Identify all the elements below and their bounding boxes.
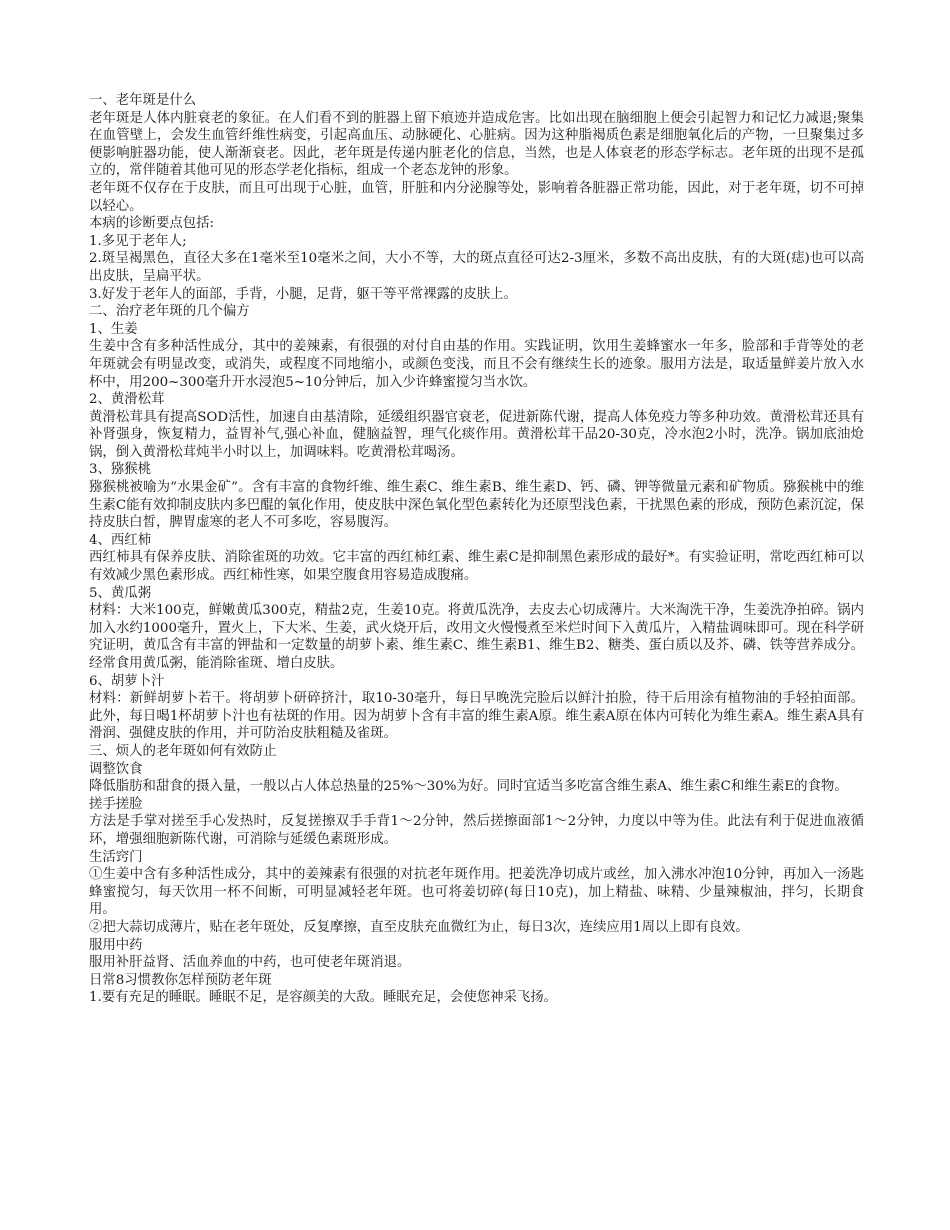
- heading-remedies: 二、治疗老年斑的几个偏方: [89, 304, 250, 320]
- prevention-diet-title: 调整饮食: [89, 761, 143, 777]
- prevention-rub-title: 搓手搓脸: [89, 796, 143, 812]
- remedy-carrot-title: 6、胡萝卜汁: [89, 673, 165, 689]
- remedy-ginger-text: 生姜中含有多种活性成分，其中的姜辣素，有很强的对付自由基的作用。实践证明，饮用生姜蜂蜜水一年多，脸部和手背等处的老年斑就会有明显改变，或消失，或程度不同地缩小，或颜色变浅，而且不会有继续生长的迹象。服用方法是，取适量鲜姜片放入水杯中，用200~300毫升开水浸泡5~10分钟后，加入少许蜂蜜搅匀当水饮。: [89, 339, 864, 390]
- habits-heading: 日常8习惯教你怎样预防老年斑: [89, 972, 272, 988]
- diagnosis-point-2: 2.斑呈褐黑色，直径大多在1毫米至10毫米之间，大小不等，大的斑点直径可达2-3厘米，多数不高出皮肤，有的大斑(痣)也可以高出皮肤，呈扁平状。: [89, 251, 864, 284]
- prevention-rub-text: 方法是手掌对搓至手心发热时，反复搓擦双手手背1～2分钟，然后搓擦面部1～2分钟，力度以中等为佳。此法有利于促进血液循环，增强细胞新陈代谢，可消除与延缓色素斑形成。: [89, 814, 864, 847]
- diagnosis-point-3: 3.好发于老年人的面部，手背，小腿，足背，躯干等平常裸露的皮肤上。: [89, 286, 517, 302]
- prevention-medicine-text: 服用补肝益肾、活血养血的中药，也可使老年斑消退。: [89, 955, 411, 971]
- remedy-mushroom-title: 2、黄滑松茸: [89, 392, 165, 408]
- remedy-tomato-title: 4、西红柿: [89, 532, 152, 548]
- remedy-mushroom-text: 黄滑松茸具有提高SOD活性，加速自由基清除，延缓组织器官衰老，促进新陈代谢，提高人体免疫力等多种功效。黄滑松茸还具有补肾强身，恢复精力，益胃补气,强心补血，健脑益智，理气化痰作用。黄滑松茸干品20-30克，冷水泡2小时，洗净。锅加底油炝锅，倒入黄滑松茸炖半小时以上，加调味料。吃黄滑松茸喝汤。: [89, 409, 864, 460]
- prevention-tip-1: ①生姜中含有多种活性成分，其中的姜辣素有很强的对抗老年斑作用。把姜洗净切成片或丝，加入沸水冲泡10分钟，再加入一汤匙蜂蜜搅匀，每天饮用一杯不间断，可明显减轻老年斑。也可将姜切碎(每日10克)，加上精盐、味精、少量辣椒油，拌匀，长期食用。: [89, 867, 864, 918]
- paragraph-intro: 老年斑是人体内脏衰老的象征。在人们看不到的脏器上留下痕迹并造成危害。比如出现在脑细胞上便会引起智力和记忆力减退;聚集在血管壁上，会发生血管纤维性病变，引起高血压、动脉硬化、心脏病。因为这种脂褐质色素是细胞氧化后的产物，一旦聚集过多便影响脏器功能，使人渐渐衰老。因此，老年斑是传递内脏老化的信息，当然，也是人体衰老的形态学标志。老年斑的出现不是孤立的，常伴随着其他可见的形态学老化指标，组成一个老态龙钟的形象。: [89, 110, 864, 179]
- paragraph-organs: 老年斑不仅存在于皮肤，而且可出现于心脏，血管，肝脏和内分泌腺等处，影响着各脏器正常功能，因此，对于老年斑，切不可掉以轻心。: [89, 180, 864, 214]
- diagnosis-point-1: 1.多见于老年人;: [89, 233, 187, 249]
- remedy-cucumber-text: 材料：大米100克，鲜嫩黄瓜300克，精盐2克，生姜10克。将黄瓜洗净，去皮去心切成薄片。大米淘洗干净，生姜洗净拍碎。锅内加入水约1000毫升，置火上，下大米、生姜，武火烧开后，改用文火慢慢煮至米烂时间下入黄瓜片，入精盐调味即可。现在科学研究证明，黄瓜含有丰富的钾盐和一定数量的胡萝卜素、维生素C、维生素B1、维生B2、糖类、蛋白质以及芥、磷、铁等营养成分。经常食用黄瓜粥，能消除雀斑、增白皮肤。: [89, 603, 864, 671]
- prevention-tip-2: ②把大蒜切成薄片，贴在老年斑处，反复摩擦，直至皮肤充血微红为止，每日3次，连续应用1周以上即有良效。: [89, 919, 749, 935]
- habit-1: 1.要有充足的睡眠。睡眠不足，是容颜美的大敌。睡眠充足，会使您神采飞扬。: [89, 990, 558, 1006]
- prevention-tips-title: 生活窍门: [89, 849, 143, 865]
- prevention-diet-text: 降低脂肪和甜食的摄入量，一般以占人体总热量的25%～30%为好。同时宜适当多吃富含维生素A、维生素C和维生素E的食物。: [89, 779, 848, 795]
- remedy-tomato-text: 西红柿具有保养皮肤、消除雀斑的功效。它丰富的西红柿红素、维生素C是抑制黑色素形成的最好*。有实验证明，常吃西红柿可以有效减少黑色素形成。西红柿性寒，如果空腹食用容易造成腹痛。: [89, 550, 864, 584]
- remedy-ginger-title: 1、生姜: [89, 321, 138, 337]
- document-body: [89, 92, 864, 1007]
- remedy-cucumber-title: 5、黄瓜粥: [89, 585, 152, 601]
- remedy-carrot-text: 材料：新鲜胡萝卜若干。将胡萝卜研碎挤汁，取10-30毫升，每日早晚洗完脸后以鲜汁拍脸，待干后用涂有植物油的手轻拍面部。此外，每日喝1杯胡萝卜汁也有祛斑的作用。因为胡萝卜含有丰富的维生素A原。维生素A原在体内可转化为维生素A。维生素A具有滑润、强健皮肤的作用，并可防治皮肤粗糙及雀斑。: [89, 691, 864, 742]
- heading-prevention: 三、烦人的老年斑如何有效防止: [89, 743, 277, 759]
- heading-what-is-age-spot: 一、老年斑是什么: [89, 93, 197, 108]
- remedy-kiwi-text: 猕猴桃被喻为“水果金矿”。含有丰富的食物纤维、维生素C、维生素B、维生素D、钙、磷、钾等微量元素和矿物质。猕猴桃中的维生素C能有效抑制皮肤内多巴醌的氧化作用，使皮肤中深色氧化型色素转化为还原型浅色素，干扰黑色素的形成，预防色素沉淀，保持皮肤白皙，脾胃虚寒的老人不可多吃，容易腹泻。: [89, 480, 864, 531]
- remedy-kiwi-title: 3、猕猴桃: [89, 462, 152, 478]
- diagnosis-heading: 本病的诊断要点包括:: [89, 216, 215, 232]
- prevention-medicine-title: 服用中药: [89, 937, 143, 953]
